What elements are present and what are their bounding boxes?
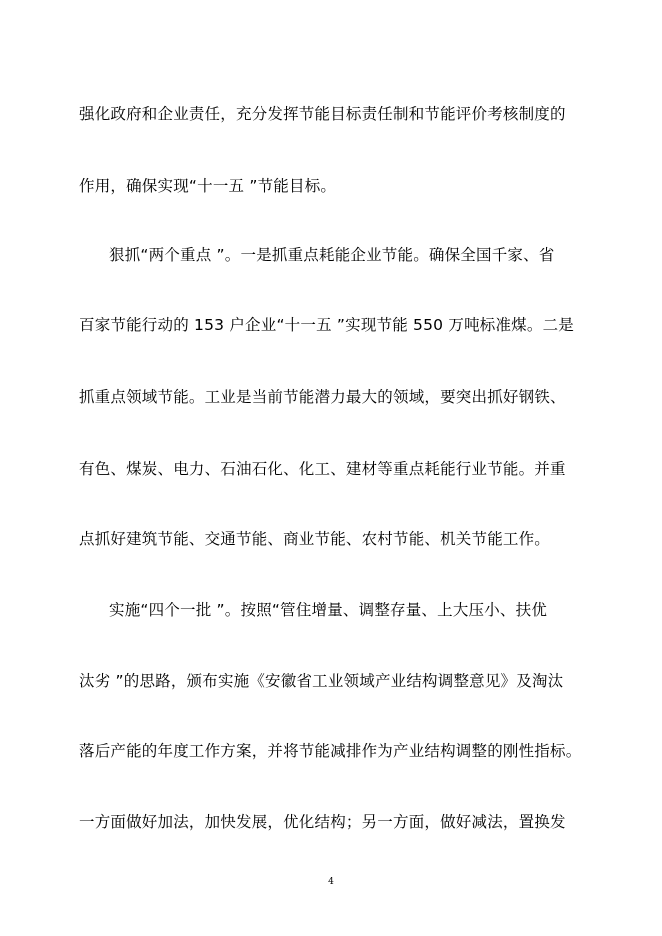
text-line: 有色、煤炭、电力、石油石化、化工、建材等重点耗能行业节能。并重 [79,460,566,478]
text-line: 一方面做好加法，加快发展，优化结构；另一方面，做好减法，置换发 [79,813,566,831]
text-line: 强化政府和企业责任，充分发挥节能目标责任制和节能评价考核制度的 [79,105,566,123]
text-line: 点抓好建筑节能、交通节能、商业节能、农村节能、机关节能工作。 [79,530,551,548]
page-number: 4 [328,877,334,887]
text-line: 百家节能行动的 153 户企业“十一五 ”实现节能 550 万吨标准煤。二是 [79,316,574,334]
paragraph-start-line: 狠抓“两个重点 ”。一是抓重点耗能企业节能。确保全国千家、省 [109,246,555,264]
text-line: 抓重点领域节能。工业是当前节能潜力最大的领域，要突出抓好钢铁、 [79,388,566,406]
text-line: 落后产能的年度工作方案，并将节能减排作为产业结构调整的刚性指标。 [79,742,582,760]
paragraph-start-line: 实施“四个一批 ”。按照“管住增量、调整存量、上大压小、扶优 [109,601,548,619]
text-line: 作用，确保实现“十一五 ”节能目标。 [79,177,337,195]
text-line: 汰劣 ”的思路，颁布实施《安徽省工业领域产业结构调整意见》及淘汰 [79,672,564,690]
